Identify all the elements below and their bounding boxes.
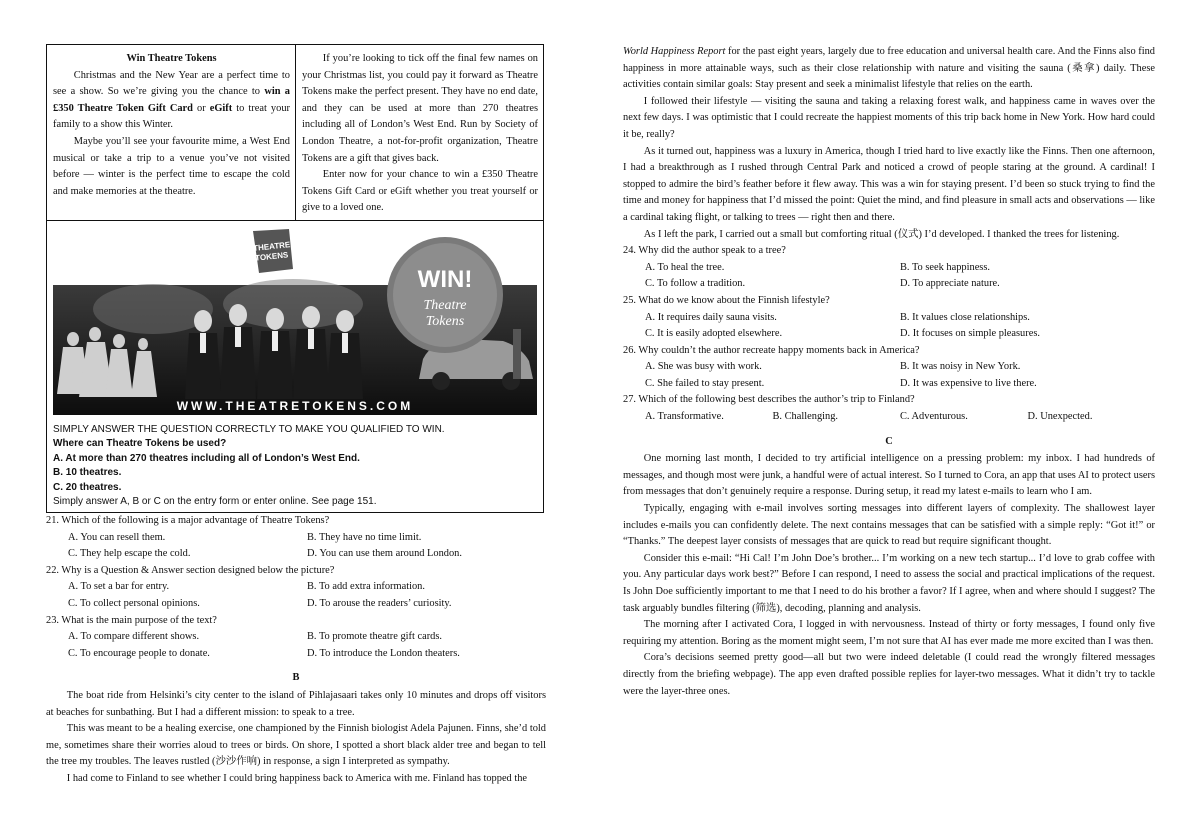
ad-right-paragraph-2: Enter now for your chance to win a £350 Theatre Tokens Gift Card or eGift whether you treat yourself or give to a loved one. (302, 169, 538, 214)
section-b-passage-start (46, 688, 546, 788)
option: A. To compare different shows. (68, 631, 200, 643)
paragraph: As it turned out, happiness was a luxury in America, though I tried hard to live exactly like the Finns. Then one afternoon, I had a breakthrough as I rushed through Central Park and noticed a crowd of people staring at the ground. A cardinal! I stopped to admire the bird’s feather before it flew away. This was a win for staying present. I’d been so stuck trying to find the time and money for happiness that I’d missed the point: Quiet the mind, and find pleasure in small acts and observations — like a cardinal taking flight, or talking to trees — right then and there. (623, 145, 1155, 223)
question-24 (623, 243, 1155, 293)
theatre-tokens-ad-image (53, 229, 537, 415)
option: A. It requires daily sauna visits. (645, 311, 777, 323)
ad-left-paragraph-2: Maybe you’ll see your favourite mime, a West End musical or take a trip to a venue you’ve not visited before — winter is the perfect time to escape the cold and make memories at the theatre. (53, 135, 290, 197)
advertisement-box (46, 44, 544, 513)
ad-text-area (47, 45, 543, 221)
option: A. You can resell them. (68, 531, 166, 543)
option: B. To promote theatre gift cards. (307, 631, 442, 643)
performer-figures (185, 304, 363, 399)
report-title: World Happiness Report (623, 46, 726, 57)
paragraph: Consider this e-mail: “Hi Cal! I’m John Doe’s brother... I’m working on a new tech startup... I’d love to grab coffee with you. Any particular days work best?” Before I can respond, I need to assess the social and practical implications of the request. Is John Doe sufficiently important to me that I need to do his brother a favor? If I agree, when and where should I suggest? The task arguably bundles filtering (筛选), decoding, planning and analysis. (623, 552, 1155, 614)
option: A. She was busy with work. (645, 361, 762, 373)
option: C. To collect personal opinions. (68, 597, 200, 609)
qa-option-c: C. 20 theatres. (53, 481, 122, 493)
question-25-options (623, 310, 1155, 343)
svg-text:WIN!: WIN! (417, 266, 473, 293)
section-c-label: C (885, 435, 893, 447)
question-27-stem: 27. Which of the following best describes the author’s trip to Finland? (623, 394, 915, 406)
option: C. Adventurous. (900, 411, 968, 423)
option: D. It focuses on simple pleasures. (900, 328, 1040, 340)
question-26-stem: 26. Why couldn’t the author recreate happy moments back in America? (623, 344, 920, 356)
option: C. To follow a tradition. (645, 278, 746, 290)
paragraph: Typically, engaging with e-mail involves sorting messages into different layers of complexity. The shallowest layer includes e-mails you can confidently delete. The next contains messages that can be satisfied with a simple reply: “Got it!” or “Thanks.” The deepest layer consists of messages that are quick to read but require significant thought. (623, 503, 1155, 548)
left-column (46, 44, 546, 788)
right-column (623, 44, 1155, 700)
question-27-options (623, 409, 1155, 426)
svg-text:TOKENS: TOKENS (254, 250, 289, 263)
svg-text:Theatre: Theatre (423, 298, 467, 313)
paragraph: I followed their lifestyle — visiting the sauna and taking a relaxing forest walk, and happiness came in waves over the next few days. I was optimistic that I could recreate the happiest moments of this trip back home in New York. How hard could it be, really? (623, 95, 1155, 140)
option: D. To appreciate nature. (900, 278, 1000, 290)
question-26-options (623, 359, 1155, 392)
option: B. To add extra information. (307, 581, 425, 593)
question-23-stem: 23. What is the main purpose of the text? (46, 614, 217, 626)
question-25 (623, 293, 1155, 343)
option: A. Transformative. (645, 411, 724, 423)
qa-question: Where can Theatre Tokens be used? (53, 438, 227, 450)
paragraph: Cora’s decisions seemed pretty good—all but two were indeed deletable (I could read the wrongly filtered messages directly from the briefing webpage). The app even drafted possible replies for layer-two messages. What it didn’t try to tackle were the layer-three ones. (623, 652, 1155, 697)
ad-right-paragraph-1: If you’re looking to tick off the final few names on your Christmas list, you could pay it forward as Theatre Tokens make the perfect present. They have no end date, and they can be used at more than 270 theatres including all of London’s West End. Run by Society of London Theatre, a not-for-profit organization, Theatre Tokens are a gift that gives back. (302, 53, 538, 164)
option: A. To set a bar for entry. (68, 581, 170, 593)
option: A. To heal the tree. (645, 261, 725, 273)
paragraph: As I left the park, I carried out a small but comforting ritual (仪式) I’d developed. I thanked the trees for listening. (643, 228, 1120, 240)
ad-question-answer (53, 423, 537, 509)
question-25-stem: 25. What do we know about the Finnish lifestyle? (623, 294, 830, 306)
ad-title: Win Theatre Tokens (126, 53, 217, 64)
option: D. To arouse the readers’ curiosity. (307, 597, 452, 609)
option: D. It was expensive to live there. (900, 377, 1037, 389)
question-23-options (46, 629, 546, 662)
paragraph: I had come to Finland to see whether I could bring happiness back to America with me. Finland has topped the (66, 772, 528, 784)
option: B. It values close relationships. (900, 311, 1030, 323)
question-22 (46, 563, 546, 613)
option: B. It was noisy in New York. (900, 361, 1021, 373)
question-22-options (46, 579, 546, 612)
paragraph: The boat ride from Helsinki’s city center to the island of Pihlajasaari takes only 10 minutes and drops off visitors at beaches for sunbathing. But I had a different mission: to speak to a tree. (46, 689, 546, 718)
ad-left-paragraph-1: Christmas and the New Year are a perfect time to see a show. So we’re giving you the chance to win a £350 Theatre Token Gift Card or eGift to treat your family to a show this Winter. (53, 69, 290, 131)
option: C. To encourage people to donate. (68, 647, 210, 659)
qa-option-b: B. 10 theatres. (53, 467, 122, 479)
qa-note: Simply answer A, B or C on the entry form or enter online. See page 151. (53, 496, 377, 508)
question-24-stem: 24. Why did the author speak to a tree? (623, 245, 786, 257)
paragraph: One morning last month, I decided to try artificial intelligence on a pressing problem: my inbox. I had hundreds of messages, and though most were junk, a handful were of actual interest. So I turned to Cora, an app that uses AI to protect users from messages that don’t genuinely require a response. During setup, it read my latest e-mails to learn who I am. (623, 453, 1155, 498)
svg-text:Tokens: Tokens (425, 314, 465, 329)
paragraph: This was meant to be a healing exercise, one championed by the Finnish biologist Adela Pajunen. Finns, she’d told me, sometimes share their worries aloud to trees or birds. On shore, I spotted a short black alder tree and began to tell the tree my troubles. The leaves rustled (沙沙作响) in response, a sign I interpreted as sympathy. (46, 723, 546, 768)
question-27 (623, 392, 1155, 425)
question-21-options (46, 530, 546, 563)
win-sticker (387, 237, 503, 353)
option: B. Challenging. (772, 411, 839, 423)
option: D. Unexpected. (1027, 411, 1093, 423)
qa-option-a: A. At more than 270 theatres including all of London’s West End. (53, 452, 360, 464)
ad-left-text (47, 45, 295, 220)
paragraph: World Happiness Report for the past eight years, largely due to free education and universal health care. And the Finns also find happiness in more attainable ways, such as their close relationship with nature and visiting the sauna (桑拿) daily. These activities contain similar goals: Stay present and seek a minimalist lifestyle that relies on the earth. (623, 46, 1155, 91)
option: B. They have no time limit. (307, 531, 422, 543)
question-22-stem: 22. Why is a Question & Answer section designed below the picture? (46, 564, 335, 576)
ad-right-text (295, 45, 543, 220)
qa-intro: SIMPLY ANSWER THE QUESTION CORRECTLY TO MAKE YOU QUALIFIED TO WIN. (53, 424, 445, 435)
website-url: WWW.THEATRETOKENS.COM (176, 399, 414, 413)
option: D. You can use them around London. (307, 548, 462, 560)
option: C. They help escape the cold. (68, 548, 191, 560)
theatre-tokens-badge (253, 229, 293, 273)
option: D. To introduce the London theaters. (307, 647, 460, 659)
question-21-stem: 21. Which of the following is a major advantage of Theatre Tokens? (46, 515, 330, 526)
question-24-options (623, 260, 1155, 293)
paragraph: The morning after I activated Cora, I logged in with nervousness. Instead of thirty or forty messages, I found only five requiring my attention. Boring as the moment might seem, I’m not sure that AI has ever made me more excited than I was then. (623, 619, 1155, 647)
question-21 (46, 513, 546, 563)
section-b-label: B (292, 672, 300, 684)
option: B. To seek happiness. (900, 261, 990, 273)
question-23 (46, 613, 546, 663)
option: C. She failed to stay present. (645, 377, 765, 389)
option: C. It is easily adopted elsewhere. (645, 328, 783, 340)
svg-text:THEATRE: THEATRE (252, 240, 291, 253)
question-26 (623, 343, 1155, 393)
